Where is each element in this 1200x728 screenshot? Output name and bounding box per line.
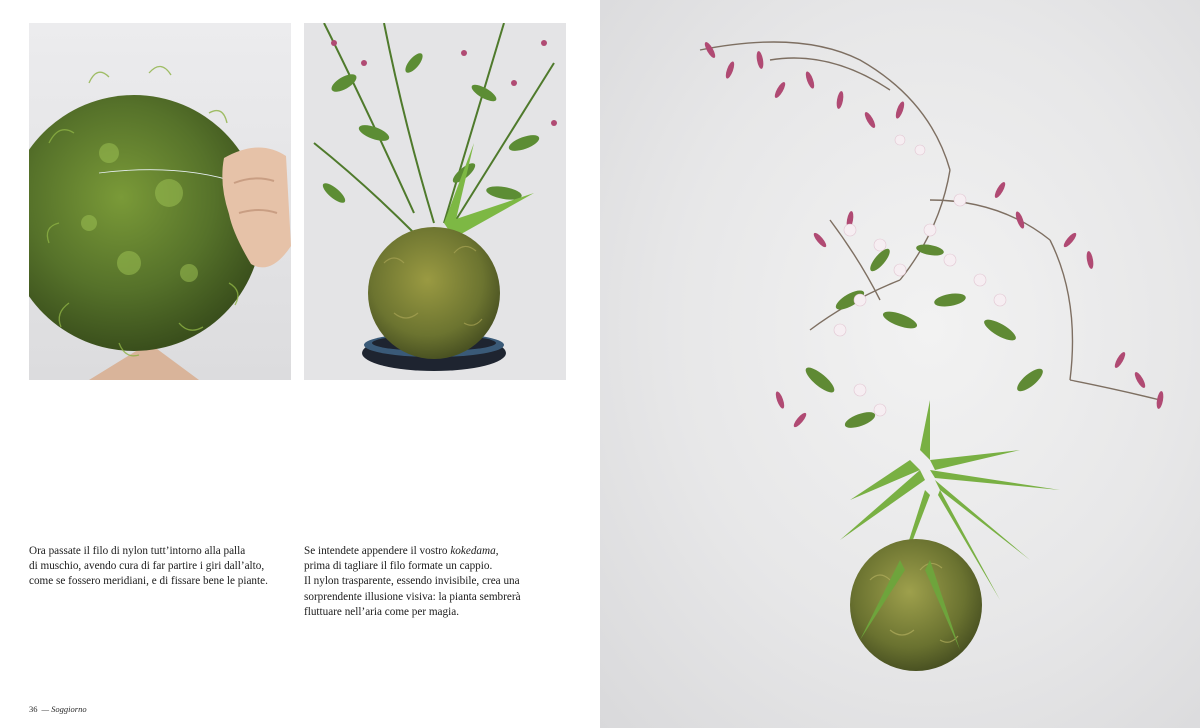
caption-text: , <box>495 545 499 557</box>
caption-line: Ora passate il filo di nylon tutt’intorno alla palla <box>29 545 246 557</box>
section-name: — Soggiorno <box>41 704 87 714</box>
caption-line: di muschio, avendo cura di far partire i giri dall’alto, <box>29 560 265 573</box>
right-page-photo <box>600 0 1200 728</box>
caption-line: sorprendente illusione visiva: la pianta sembrerà <box>304 590 521 603</box>
kokedama-term: kokedama <box>450 545 496 557</box>
caption-line: come se fossero meridiani, e di fissare bene le piante. <box>29 575 268 588</box>
caption-line: Il nylon trasparente, essendo invisibile, crea una <box>304 575 520 588</box>
kokedama-bowl-illustration <box>304 23 566 380</box>
caption-text: Se intendete appendere il vostro <box>304 545 451 557</box>
moss-ball-illustration <box>29 23 291 380</box>
caption-moss-wrapping <box>29 544 279 590</box>
moss-ball-photo <box>29 23 291 380</box>
caption-line: prima di tagliare il filo formate un cappio. <box>304 560 493 573</box>
hanging-kokedama-illustration <box>600 0 1200 728</box>
page-footer <box>29 704 87 714</box>
page-number: 36 <box>29 704 38 714</box>
caption-line <box>304 544 564 559</box>
kokedama-bowl-photo <box>304 23 566 380</box>
caption-hanging-kokedama <box>304 544 564 620</box>
caption-line: fluttuare nell’aria come per magia. <box>304 605 459 618</box>
